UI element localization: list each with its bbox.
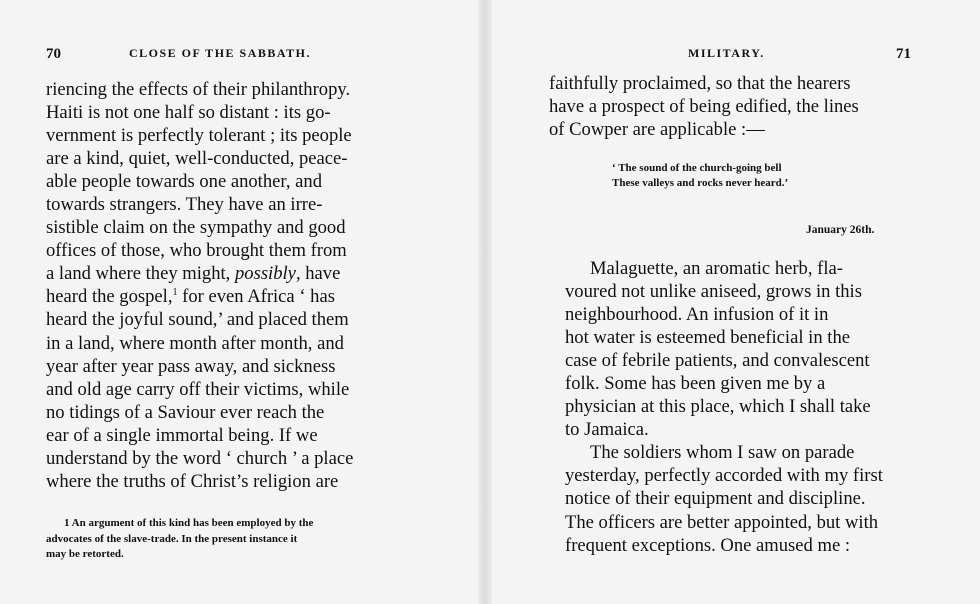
text-line: riencing the effects of their philanthropy. [46,79,351,100]
text-line: sistible claim on the sympathy and good [46,217,346,239]
footnote-marker: 1 [64,517,70,529]
text-line: hot water is esteemed beneficial in the [565,327,850,349]
text-line: folk. Some has been given me by a [565,373,826,395]
right-body-text [565,257,935,557]
right-running-title: MILITARY. [688,46,765,60]
text-line: neighbourhood. An infusion of it in [565,304,829,326]
left-page [0,0,480,604]
text-line: no tidings of a Saviour ever reach the [46,401,325,423]
text-line: The officers are better appointed, but with [565,511,879,533]
footnote-reference: 1 [172,287,178,299]
footnote-text: An argument of this kind has been employed by the [71,517,314,529]
text-line: towards strangers. They have an irre- [46,194,323,216]
text-line: yesterday, perfectly accorded with my first [565,465,883,487]
text-line: The soldiers whom I saw on parade [590,442,855,464]
right-page-number: 71 [896,46,911,62]
text-line-with-italic [46,262,416,285]
text-line: have a prospect of being edified, the lines [549,96,859,118]
text-line: case of febrile patients, and convalescent [565,350,870,372]
text-line: voured not unlike aniseed, grows in this [565,281,862,303]
right-page [490,0,980,604]
text-line: ear of a single immortal being. If we [46,424,318,446]
text-segment: a land where they might, [46,263,235,285]
quote-line: These valleys and rocks never heard.’ [612,177,789,189]
quote-line: ‘ The sound of the church-going bell [612,162,782,174]
diary-date: January 26th. [806,224,875,236]
verse-quote [612,161,788,191]
text-line: notice of their equipment and discipline. [565,488,866,510]
text-line: Malaguette, an aromatic herb, fla- [590,258,843,279]
text-line: in a land, where month after month, and [46,332,344,354]
text-segment: , have [295,263,341,285]
text-line: where the truths of Christ’s religion are [46,470,339,492]
text-line: Haiti is not one half so distant : its go- [46,102,331,124]
text-line: to Jamaica. [565,419,649,441]
text-line: faithfully proclaimed, so that the hearers [549,73,851,94]
text-line: and old age carry off their victims, while [46,378,350,400]
text-line: year after year pass away, and sickness [46,355,336,377]
right-top-text [549,72,929,141]
text-line: able people towards one another, and [46,171,322,193]
text-segment: heard the gospel, [46,286,173,308]
footnote-line [46,516,313,532]
text-line: offices of those, who brought them from [46,240,347,262]
text-line: of Cowper are applicable :— [549,119,765,141]
text-line: vernment is perfectly tolerant ; its people [46,125,352,147]
text-line: are a kind, quiet, well-conducted, peace- [46,148,348,170]
text-line: physician at this place, which I shall take [565,396,871,418]
text-line-with-footnote [46,285,416,308]
text-line: frequent exceptions. One amused me : [565,534,851,556]
footnote-line: may be retorted. [46,548,124,560]
footnote-line: advocates of the slave-trade. In the present instance it [46,532,298,545]
left-page-number: 70 [46,46,61,62]
left-body-text [46,78,416,493]
text-segment: for even Africa ‘ has [182,286,335,308]
text-line: understand by the word ‘ church ’ a place [46,447,354,469]
text-line: heard the joyful sound,’ and placed them [46,309,349,331]
italic-word: possibly [234,263,296,285]
footnote [46,516,313,563]
left-running-title: CLOSE OF THE SABBATH. [129,46,311,60]
